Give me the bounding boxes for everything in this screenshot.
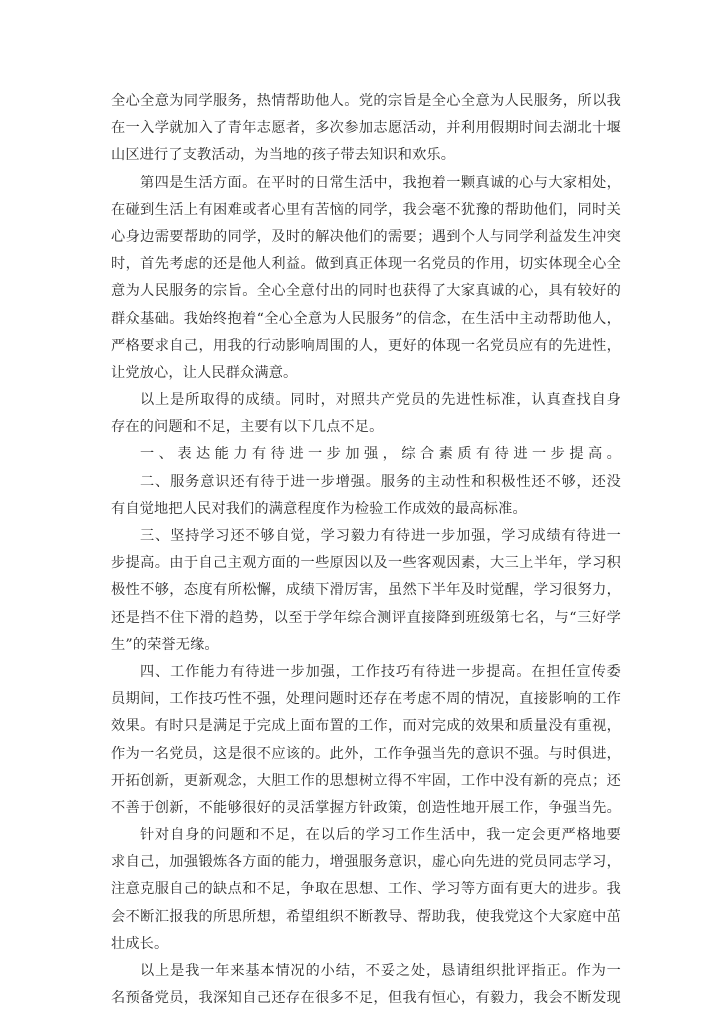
text-line: 极性不够，态度有所松懈，成绩下滑厉害，虽然下半年及时觉醒，学习很努力， [111, 582, 621, 599]
text-line: 山区进行了支教活动，为当地的孩子带去知识和欢乐。 [111, 147, 456, 164]
text-line: 存在的问题和不足，主要有以下几点不足。 [111, 419, 384, 436]
text-line: 意为人民服务的宗旨。全心全意付出的同时也获得了大家真诚的心，具有较好的 [111, 283, 621, 300]
text-line: 第四是生活方面。在平时的日常生活中，我抱着一颗真诚的心与大家相处， [140, 174, 621, 191]
text-line: 以上是所取得的成绩。同时，对照共产党员的先进性标准，认真查找自身 [140, 392, 621, 409]
text-line: 名预备党员，我深知自己还存在很多不足，但我有恒心，有毅力，我会不断发现 [111, 990, 621, 1007]
text-line: 生”的荣誉无缘。 [111, 636, 219, 653]
text-line: 开拓创新，更新观念，大胆工作的思想树立得不牢固，工作中没有新的亮点；还 [111, 772, 621, 789]
document-body [111, 88, 621, 1012]
text-line: 壮成长。 [111, 935, 169, 952]
text-line: 一、表达能力有待进一步加强，综合素质有待进一步提高。 [140, 446, 621, 463]
text-line: 四、工作能力有待进一步加强，工作技巧有待进一步提高。在担任宣传委 [140, 663, 621, 680]
text-line: 步提高。由于自己主观方面的一些原因以及一些客观因素，大三上半年，学习积 [111, 555, 621, 572]
text-line: 作为一名党员，这是很不应该的。此外，工作争强当先的意识不强。与时俱进， [111, 745, 621, 762]
text-line: 注意克服自己的缺点和不足，争取在思想、工作、学习等方面有更大的进步。我 [111, 881, 621, 898]
text-line: 员期间，工作技巧性不强，处理问题时还存在考虑不周的情况，直接影响的工作 [111, 691, 621, 708]
text-line: 群众基础。我始终抱着“全心全意为人民服务”的信念，在生活中主动帮助他人， [111, 310, 621, 327]
text-line: 求自己，加强锻炼各方面的能力，增强服务意识，虚心向先进的党员同志学习， [111, 854, 621, 871]
text-line: 三、坚持学习还不够自觉，学习毅力有待进一步加强，学习成绩有待进一 [140, 528, 621, 544]
text-line: 严格要求自己，用我的行动影响周围的人，更好的体现一名党员应有的先进性， [111, 337, 621, 354]
text-line: 针对自身的问题和不足，在以后的学习工作生活中，我一定会更严格地要 [140, 827, 621, 844]
text-line: 不善于创新，不能够很好的灵活掌握方针政策，创造性地开展工作，争强当先。 [111, 799, 621, 816]
text-line: 时，首先考虑的还是他人利益。做到真正体现一名党员的作用，切实体现全心全 [111, 256, 621, 273]
text-line: 二、服务意识还有待于进一步增强。服务的主动性和积极性还不够，还没 [140, 473, 621, 490]
text-line: 会不断汇报我的所思所想，希望组织不断教导、帮助我，使我党这个大家庭中茁 [111, 908, 621, 925]
text-line: 心身边需要帮助的同学，及时的解决他们的需要；遇到个人与同学利益发生冲突 [111, 228, 621, 245]
text-line: 在一入学就加入了青年志愿者，多次参加志愿活动，并利用假期时间去湖北十堰 [111, 120, 621, 137]
text-line: 在碰到生活上有困难或者心里有苦恼的同学，我会毫不犹豫的帮助他们，同时关 [111, 201, 621, 218]
text-line: 还是挡不住下滑的趋势，以至于学年综合测评直接降到班级第七名，与“三好学 [111, 609, 621, 626]
text-line: 以上是我一年来基本情况的小结，不妥之处，恳请组织批评指正。作为一 [140, 963, 621, 979]
text-line: 效果。有时只是满足于完成上面布置的工作，而对完成的效果和质量没有重视， [111, 718, 621, 735]
text-line: 有自觉地把人民对我们的满意程度作为检验工作成效的最高标准。 [111, 500, 527, 517]
text-line: 让党放心，让人民群众满意。 [111, 364, 298, 381]
text-line: 全心全意为同学服务，热情帮助他人。党的宗旨是全心全意为人民服务，所以我 [111, 93, 621, 109]
